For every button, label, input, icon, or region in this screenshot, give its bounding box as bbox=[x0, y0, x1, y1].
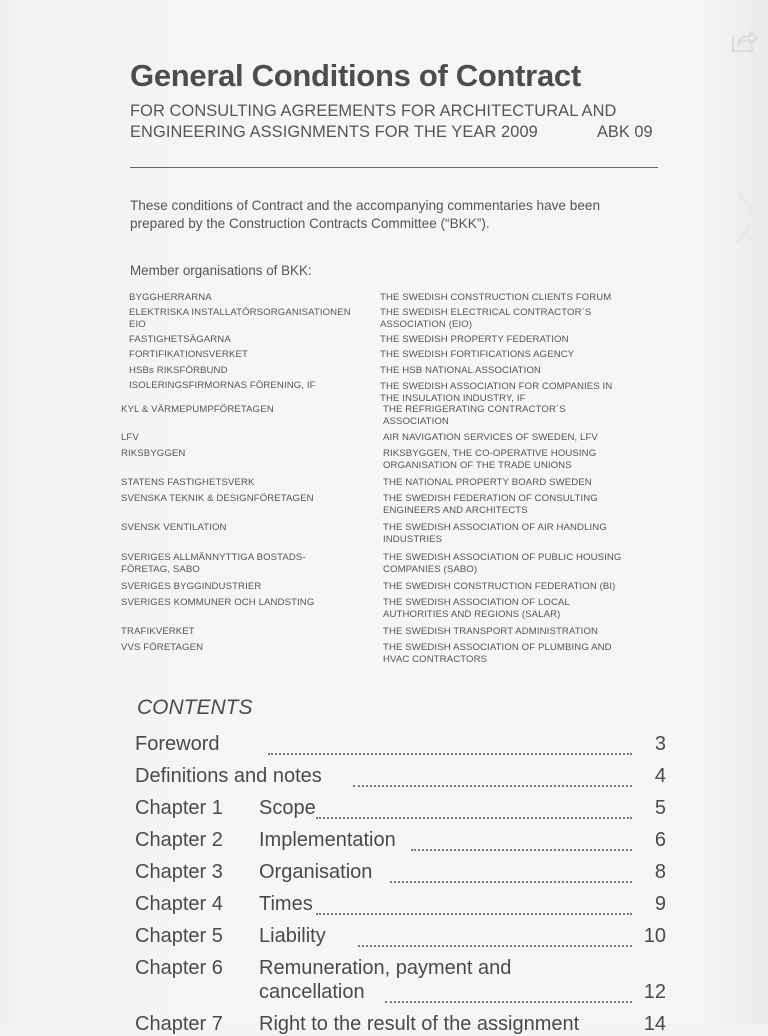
organisation-english-name: THE SWEDISH ASSOCIATION OF LOCAL bbox=[383, 597, 570, 608]
organisation-english-name: THE HSB NATIONAL ASSOCIATION bbox=[380, 365, 541, 376]
organisation-english-name: THE SWEDISH CONSTRUCTION CLIENTS FORUM bbox=[380, 292, 612, 303]
contents-heading: CONTENTS bbox=[137, 696, 253, 719]
toc-entry-label: Chapter 5 bbox=[135, 925, 223, 947]
organisation-english-name: AUTHORITIES AND REGIONS (SALAR) bbox=[383, 609, 561, 620]
organisation-swedish-name: FÖRETAG, SABO bbox=[121, 564, 200, 575]
organisation-swedish-name: FASTIGHETSÄGARNA bbox=[129, 334, 231, 345]
organisation-swedish-name: HSBs RIKSFÖRBUND bbox=[129, 365, 228, 376]
organisation-english-name: THE SWEDISH ASSOCIATION FOR COMPANIES IN bbox=[380, 381, 613, 392]
organisation-swedish-name: SVERIGES BYGGINDUSTRIER bbox=[121, 581, 262, 592]
toc-leader-dots bbox=[268, 747, 632, 755]
toc-entry-title-continued: cancellation bbox=[259, 981, 365, 1003]
organisation-english-name: THE INSULATION INDUSTRY, IF bbox=[380, 393, 526, 404]
organisation-swedish-name: FORTIFIKATIONSVERKET bbox=[129, 349, 248, 360]
document-subtitle-line-1: FOR CONSULTING AGREEMENTS FOR ARCHITECTURAL AND bbox=[130, 102, 617, 120]
toc-entry-page: 5 bbox=[654, 797, 666, 819]
toc-entry-title: Implementation bbox=[259, 829, 396, 851]
toc-entry-label: Foreword bbox=[135, 733, 220, 755]
toc-entry-page: 12 bbox=[643, 981, 666, 1003]
organisation-swedish-name: RIKSBYGGEN bbox=[121, 448, 186, 459]
organisation-english-name: INDUSTRIES bbox=[383, 534, 443, 545]
organisation-english-name: THE REFRIGERATING CONTRACTOR´S bbox=[383, 404, 566, 415]
toc-entry-label: Chapter 7 bbox=[135, 1013, 223, 1035]
toc-entry-title: Liability bbox=[259, 925, 326, 947]
intro-paragraph bbox=[130, 197, 670, 233]
organisation-swedish-name: TRAFIKVERKET bbox=[121, 626, 195, 637]
toc-leader-dots bbox=[358, 939, 632, 947]
toc-leader-dots bbox=[385, 995, 632, 1003]
organisation-english-name: RIKSBYGGEN, THE CO-OPERATIVE HOUSING bbox=[383, 448, 597, 459]
toc-entry-title: Right to the result of the assignment bbox=[259, 1013, 580, 1035]
next-page-button[interactable] bbox=[726, 185, 766, 249]
document-code: ABK 09 bbox=[597, 123, 653, 141]
organisation-english-name: ASSOCIATION bbox=[383, 416, 449, 427]
document-title: General Conditions of Contract bbox=[130, 58, 581, 93]
share-icon bbox=[730, 28, 760, 54]
organisation-english-name: ORGANISATION OF THE TRADE UNIONS bbox=[383, 460, 572, 471]
organisation-swedish-name: SVERIGES KOMMUNER OCH LANDSTING bbox=[121, 597, 315, 608]
organisation-english-name: THE SWEDISH FORTIFICATIONS AGENCY bbox=[380, 349, 575, 360]
toc-leader-dots bbox=[353, 779, 632, 787]
toc-entry-label: Definitions and notes bbox=[135, 765, 322, 787]
toc-entry-page: 10 bbox=[643, 925, 666, 947]
toc-entry-page: 14 bbox=[643, 1013, 666, 1035]
organisation-english-name: THE SWEDISH ASSOCIATION OF PUBLIC HOUSING bbox=[383, 552, 622, 563]
share-button[interactable] bbox=[726, 24, 764, 58]
toc-leader-dots bbox=[316, 907, 632, 915]
organisation-english-name: THE SWEDISH CONSTRUCTION FEDERATION (BI) bbox=[383, 581, 616, 592]
toc-entry-title: Scope bbox=[259, 797, 316, 819]
toc-entry-label: Chapter 6 bbox=[135, 957, 223, 979]
toc-leader-dots bbox=[316, 811, 632, 819]
organisation-swedish-name: ELEKTRISKA INSTALLATÖRSORGANISATIONEN bbox=[129, 307, 351, 318]
organisation-english-name: ASSOCIATION (EIO) bbox=[380, 319, 473, 330]
organisation-swedish-name: KYL & VÄRMEPUMPFÖRETAGEN bbox=[121, 404, 274, 415]
toc-leader-dots bbox=[390, 875, 632, 883]
organisation-swedish-name: SVENSKA TEKNIK & DESIGNFÖRETAGEN bbox=[121, 493, 314, 504]
organisation-swedish-name: EIO bbox=[129, 319, 146, 330]
organisation-english-name: THE NATIONAL PROPERTY BOARD SWEDEN bbox=[383, 477, 592, 488]
organisation-swedish-name: LFV bbox=[121, 432, 139, 443]
members-heading: Member organisations of BKK: bbox=[130, 263, 312, 278]
toc-entry-title: Times bbox=[259, 893, 313, 915]
organisation-swedish-name: BYGGHERRARNA bbox=[129, 292, 212, 303]
organisation-english-name: THE SWEDISH TRANSPORT ADMINISTRATION bbox=[383, 626, 599, 637]
organisation-english-name: THE SWEDISH ASSOCIATION OF PLUMBING AND bbox=[383, 642, 612, 653]
toc-entry-page: 4 bbox=[654, 765, 666, 787]
organisation-swedish-name: SVERIGES ALLMÄNNYTTIGA BOSTADS- bbox=[121, 552, 306, 563]
organisation-swedish-name: SVENSK VENTILATION bbox=[121, 522, 227, 533]
organisation-english-name: THE SWEDISH PROPERTY FEDERATION bbox=[380, 334, 569, 345]
organisation-swedish-name: VVS FÖRETAGEN bbox=[121, 642, 204, 653]
toc-entry-label: Chapter 2 bbox=[135, 829, 223, 851]
toc-entry-page: 6 bbox=[654, 829, 666, 851]
toc-entry-page: 8 bbox=[654, 861, 666, 883]
organisation-english-name: COMPANIES (SABO) bbox=[383, 564, 478, 575]
organisation-english-name: THE SWEDISH FEDERATION OF CONSULTING bbox=[383, 493, 598, 504]
toc-entry-title: Organisation bbox=[259, 861, 373, 883]
title-divider bbox=[130, 167, 658, 168]
toc-entry-label: Chapter 1 bbox=[135, 797, 223, 819]
organisation-english-name: HVAC CONTRACTORS bbox=[383, 654, 488, 665]
chevron-right-icon bbox=[731, 187, 761, 247]
organisation-swedish-name: ISOLERINGSFIRMORNAS FÖRENING, IF bbox=[129, 380, 316, 391]
intro-line-2: prepared by the Construction Contracts Committee (“BKK”). bbox=[130, 216, 490, 231]
organisation-english-name: ENGINEERS AND ARCHITECTS bbox=[383, 505, 528, 516]
toc-entry-title: Remuneration, payment and bbox=[259, 957, 512, 979]
document-subtitle-line-2: ENGINEERING ASSIGNMENTS FOR THE YEAR 2009 bbox=[130, 123, 538, 141]
toc-entry-label: Chapter 4 bbox=[135, 893, 223, 915]
intro-line-1: These conditions of Contract and the accompanying commentaries have been bbox=[130, 198, 601, 213]
organisation-english-name: AIR NAVIGATION SERVICES OF SWEDEN, LFV bbox=[383, 432, 598, 443]
toc-entry-label: Chapter 3 bbox=[135, 861, 223, 883]
organisation-english-name: THE SWEDISH ASSOCIATION OF AIR HANDLING bbox=[383, 522, 607, 533]
toc-entry-page: 9 bbox=[654, 893, 666, 915]
toc-entry-page: 3 bbox=[654, 733, 666, 755]
organisation-swedish-name: STATENS FASTIGHETSVERK bbox=[121, 477, 255, 488]
toc-leader-dots bbox=[411, 843, 632, 851]
organisation-english-name: THE SWEDISH ELECTRICAL CONTRACTOR´S bbox=[380, 307, 592, 318]
